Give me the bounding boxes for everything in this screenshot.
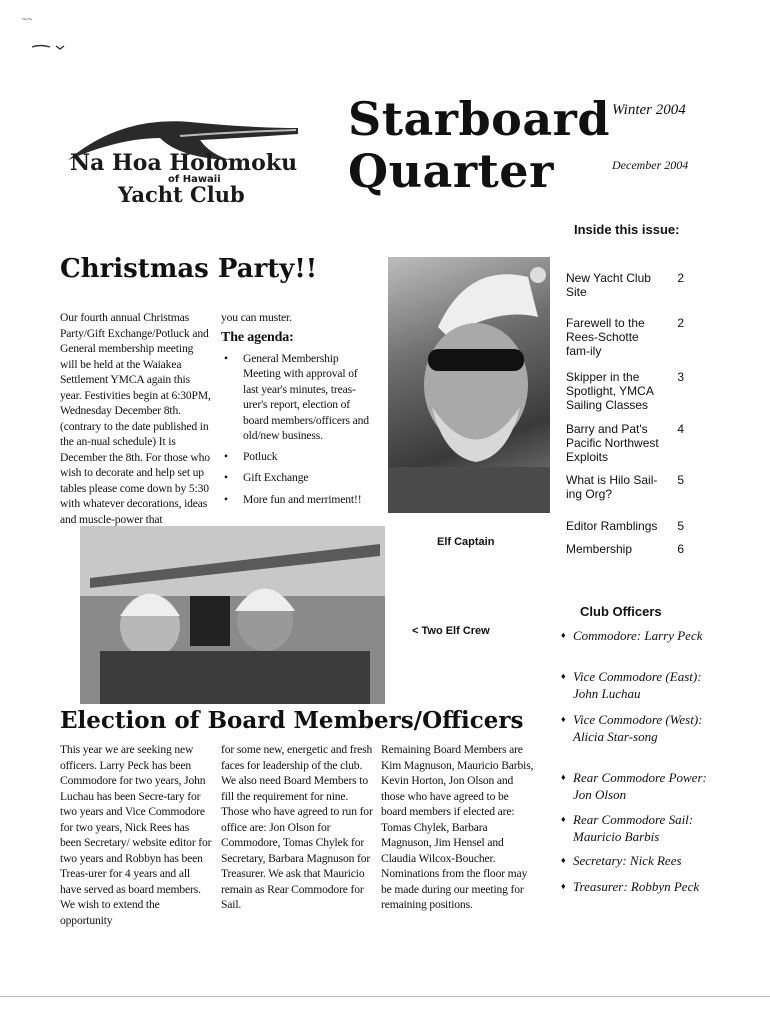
toc-item: What is Hilo Sail-ing Org? 5 xyxy=(566,473,684,501)
logo-line1: Na Hoa Holomoku xyxy=(70,150,298,176)
article-christmas-col1: Our fourth annual Christmas Party/Gift Exchange/Potluck and General membership meeting will be held at the Waiakea Settlement YMCA again this year. Festivities begin at 6:30PM, Wednesday December 8th. (contrary to the date published in the an-nual schedule) It is December the 8th. For those who wish to decorate and help set up tables please come down by 5:30 with whatever decorations, ideas and muscle-power that xyxy=(60,311,211,526)
agenda-item: • More fun and merriment!! xyxy=(221,492,371,508)
logo-line3: Yacht Club xyxy=(118,182,245,207)
article-title-christmas: Christmas Party!! xyxy=(60,254,318,284)
scan-mark xyxy=(30,38,70,44)
scan-scribble: ~~ xyxy=(22,14,33,24)
agenda-item: • Gift Exchange xyxy=(221,470,371,486)
toc-item: Editor Ramblings 5 xyxy=(566,519,684,533)
toc-item: Barry and Pat's Pacific Northwest Exploits 4 xyxy=(566,422,684,464)
article-christmas-col2 xyxy=(221,310,371,507)
officer-item: ♦ Rear Commodore Sail: Mauricio Barbis xyxy=(561,811,713,845)
article-election-col2: for some new, energetic and fresh faces for leadership of the club. We also need Board Members to fill the requirement for nine. Those who have agreed to run for office are: Jon Olson for Commodore, Tomas Chylek for Secretary, Barbara Magnuson for Treasurer. We ask that Mauricio remain as Rear Commodore for Sail. xyxy=(221,743,373,911)
toc-heading: Inside this issue: xyxy=(574,222,680,237)
newsletter-title-line1: Starboard xyxy=(348,92,611,146)
officers-heading: Club Officers xyxy=(580,604,662,619)
officer-item: ♦ Secretary: Nick Rees xyxy=(561,852,713,869)
caption-elf-crew: < Two Elf Crew xyxy=(412,625,490,637)
officer-item: ♦ Rear Commodore Power: Jon Olson xyxy=(561,769,713,803)
agenda-list xyxy=(221,351,371,508)
toc-item: Farewell to the Rees-Schotte fam-ily 2 xyxy=(566,316,684,358)
issue-season: Winter 2004 xyxy=(612,102,686,118)
article-title-election: Election of Board Members/Officers xyxy=(60,707,524,734)
officer-item: ♦ Treasurer: Robbyn Peck xyxy=(561,878,713,895)
agenda-item: • General Membership Meeting with approval of last year's minutes, treas-urer's report, election of board members/officers and old/new business. xyxy=(221,351,371,444)
article-christmas-lead: you can muster. xyxy=(221,311,292,324)
elf-crew-photo xyxy=(80,526,385,704)
officer-item: ♦ Vice Commodore (West): Alicia Star-song xyxy=(561,711,713,745)
logo-line2: of Hawaii xyxy=(168,174,221,185)
toc-item: Membership 6 xyxy=(566,542,684,556)
newsletter-title-line2: Quarter xyxy=(348,144,554,198)
issue-date: December 2004 xyxy=(612,158,689,172)
agenda-item: • Potluck xyxy=(221,449,371,465)
agenda-heading: The agenda: xyxy=(221,329,294,345)
club-logo xyxy=(60,108,320,218)
article-election-col3: Remaining Board Members are Kim Magnuson, Mauricio Barbis, Kevin Horton, Jon Olson and those who have agreed to be board members if elected are: Tomas Chylek, Barbara Magnuson, Jim Hensel and Claudia Wilcox-Boucher. Nominations from the floor may be made during our meeting for remaining positions. xyxy=(381,743,534,911)
officer-item: ♦ Commodore: Larry Peck xyxy=(561,627,713,644)
elf-captain-photo xyxy=(388,257,550,513)
toc-item: Skipper in the Spotlight, YMCA Sailing Classes 3 xyxy=(566,370,684,412)
article-election-col1: This year we are seeking new officers. Larry Peck has been Commodore for two years, John Luchau has been Secre-tary for two years and Vice Commodore for two years, Nick Rees has been Secretary/ website editor for two years and Robbyn has been Treas-urer for 4 years and all have served as board members. We wish to extend the opportunity xyxy=(60,743,212,927)
officer-item: ♦ Vice Commodore (East): John Luchau xyxy=(561,668,713,702)
page-bottom-rule xyxy=(0,996,770,997)
toc-item: New Yacht Club Site 2 xyxy=(566,271,684,299)
caption-elf-captain: Elf Captain xyxy=(437,536,495,548)
